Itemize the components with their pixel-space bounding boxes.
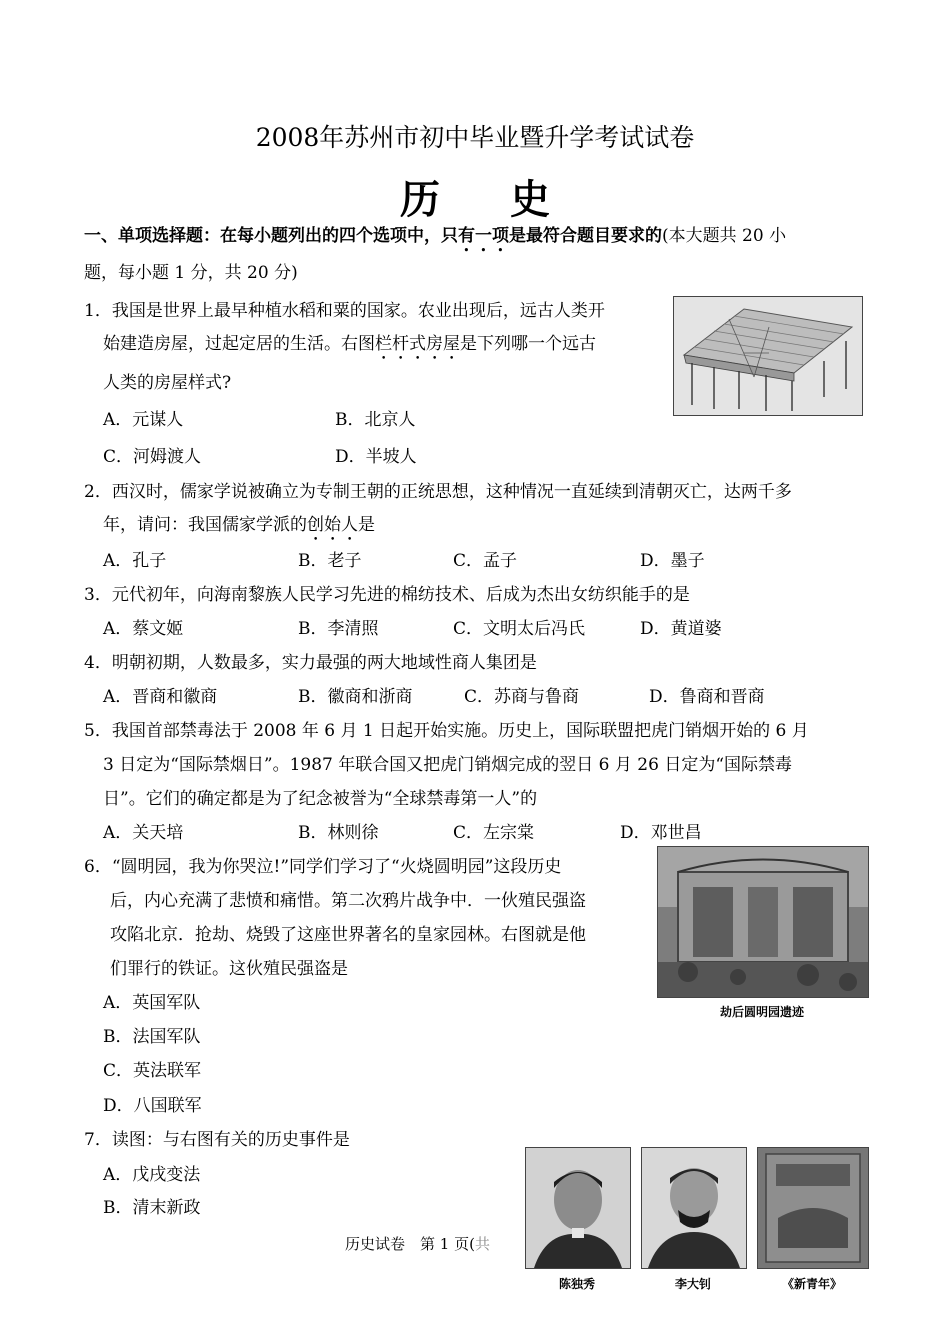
q1-option-b[interactable]: B．北京人 <box>335 410 416 430</box>
q5-option-d[interactable]: D．邓世昌 <box>620 823 702 843</box>
q6-line4: 们罪行的铁证。这伙殖民强盗是 <box>110 959 348 979</box>
q4-option-b[interactable]: B．徽商和浙商 <box>298 687 413 707</box>
caption-chen-duxiu: 陈独秀 <box>558 1277 595 1291</box>
section-heading-emphasis: 有一项 <box>458 226 509 246</box>
q6-option-c[interactable]: C．英法联军 <box>103 1061 202 1081</box>
section-heading-bold-2: 是最符合题目要求的 <box>509 226 662 246</box>
ruins-drawing <box>658 847 868 997</box>
stilt-house-drawing <box>674 297 862 415</box>
q2-option-b[interactable]: B．老子 <box>298 551 362 571</box>
q1-option-d[interactable]: D．半坡人 <box>335 447 417 467</box>
q1-line2a: 始建造房屋，过起定居的生活。右图 <box>103 334 375 354</box>
q4-option-a[interactable]: A．晋商和徽商 <box>103 687 218 707</box>
new-youth-magazine-drawing <box>758 1148 868 1268</box>
q6-line1: 6．“圆明园，我为你哭泣!”同学们学习了“火烧圆明园”这段历史 <box>84 857 562 877</box>
section-heading-line2: 题，每小题 1 分，共 20 分) <box>84 263 298 283</box>
section-heading-bold: 一、单项选择题：在每小题列出的四个选项中，只 <box>84 226 458 246</box>
portrait-chen-duxiu <box>525 1147 631 1269</box>
q2-option-a[interactable]: A．孔子 <box>103 551 167 571</box>
portrait-li-dazhao-drawing <box>642 1148 746 1268</box>
q1-option-c[interactable]: C．河姆渡人 <box>103 447 202 467</box>
exam-title: 2008年苏州市初中毕业暨升学考试试卷 <box>255 123 695 152</box>
subject-title: 历史 <box>400 176 620 223</box>
q4-option-d[interactable]: D．鲁商和晋商 <box>649 687 765 707</box>
q5-line3: 日”。它们的确定都是为了纪念被誉为“全球禁毒第一人”的 <box>103 789 538 809</box>
q6-option-b[interactable]: B．法国军队 <box>103 1027 201 1047</box>
q5-line2: 3 日定为“国际禁烟日”。1987 年联合国又把虎门销烟完成的翌日 6 月 26 日定为“国际禁毒 <box>103 755 793 775</box>
q5-option-c[interactable]: C．左宗棠 <box>453 823 535 843</box>
portrait-li-dazhao <box>641 1147 747 1269</box>
q4-line1: 4．明朝初期，人数最多，实力最强的两大地域性商人集团是 <box>84 653 537 673</box>
caption-li-dazhao: 李大钊 <box>674 1277 711 1291</box>
q3-option-a[interactable]: A．蔡文姬 <box>103 619 184 639</box>
q7-option-b[interactable]: B．清末新政 <box>103 1198 201 1218</box>
q1-line1: 1．我国是世界上最早种植水稻和粟的国家。农业出现后，远古人类开 <box>84 301 605 321</box>
portrait-chen-duxiu-drawing <box>526 1148 630 1268</box>
q1-line2b: 是下列哪一个远古 <box>460 334 596 354</box>
q1-line2 <box>103 329 596 364</box>
q5-line1: 5．我国首部禁毒法于 2008 年 6 月 1 日起开始实施。历史上，国际联盟把虎门销烟开始的 6 月 <box>84 721 809 741</box>
q7-option-a[interactable]: A．戊戌变法 <box>103 1165 201 1185</box>
q2-line2b: 是 <box>358 515 375 535</box>
page-footer <box>345 1233 490 1254</box>
q6-line3: 攻陷北京．抢劫、烧毁了这座世界著名的皇家园林。右图就是他 <box>110 925 586 945</box>
ruins-caption: 劫后圆明园遗迹 <box>719 1005 804 1019</box>
q1-option-a[interactable]: A．元谋人 <box>103 410 184 430</box>
q2-option-c[interactable]: C．孟子 <box>453 551 518 571</box>
q1-emphasis: 栏杆式房屋 <box>375 334 460 354</box>
q3-line1: 3．元代初年，向海南黎族人民学习先进的棉纺技术、后成为杰出女纺织能手的是 <box>84 585 690 605</box>
q2-line1: 2．西汉时，儒家学说被确立为专制王朝的正统思想，这种情况一直延续到清朝灭亡，达两千多 <box>84 482 792 502</box>
q5-option-a[interactable]: A．关天培 <box>103 823 184 843</box>
q6-line2: 后，内心充满了悲愤和痛惜。第二次鸦片战争中．一伙殖民强盗 <box>110 891 586 911</box>
q4-option-c[interactable]: C．苏商与鲁商 <box>464 687 580 707</box>
q7-line1: 7．读图：与右图有关的历史事件是 <box>84 1130 350 1150</box>
q2-line2 <box>103 510 375 545</box>
q6-option-d[interactable]: D．八国联军 <box>103 1096 202 1116</box>
q3-option-b[interactable]: B．李清照 <box>298 619 379 639</box>
stilt-house-image <box>673 296 863 416</box>
q6-option-a[interactable]: A．英国军队 <box>103 993 201 1013</box>
q2-emphasis: 创始人 <box>307 515 358 535</box>
page-footer-tail: 共 <box>474 1235 490 1253</box>
page-footer-text: 历史试卷 第 1 页( <box>345 1235 475 1253</box>
q3-option-c[interactable]: C．文明太后冯氏 <box>453 619 586 639</box>
q3-option-d[interactable]: D．黄道婆 <box>640 619 722 639</box>
section-heading-note: (本大题共 20 小 <box>662 226 787 246</box>
caption-new-youth: 《新青年》 <box>781 1277 842 1291</box>
q2-line2a: 年，请问：我国儒家学派的 <box>103 515 307 535</box>
q1-line3: 人类的房屋样式? <box>103 373 232 393</box>
ruins-image <box>657 846 869 998</box>
q2-option-d[interactable]: D．墨子 <box>640 551 705 571</box>
new-youth-magazine-image <box>757 1147 869 1269</box>
q5-option-b[interactable]: B．林则徐 <box>298 823 379 843</box>
section-heading <box>84 221 786 256</box>
